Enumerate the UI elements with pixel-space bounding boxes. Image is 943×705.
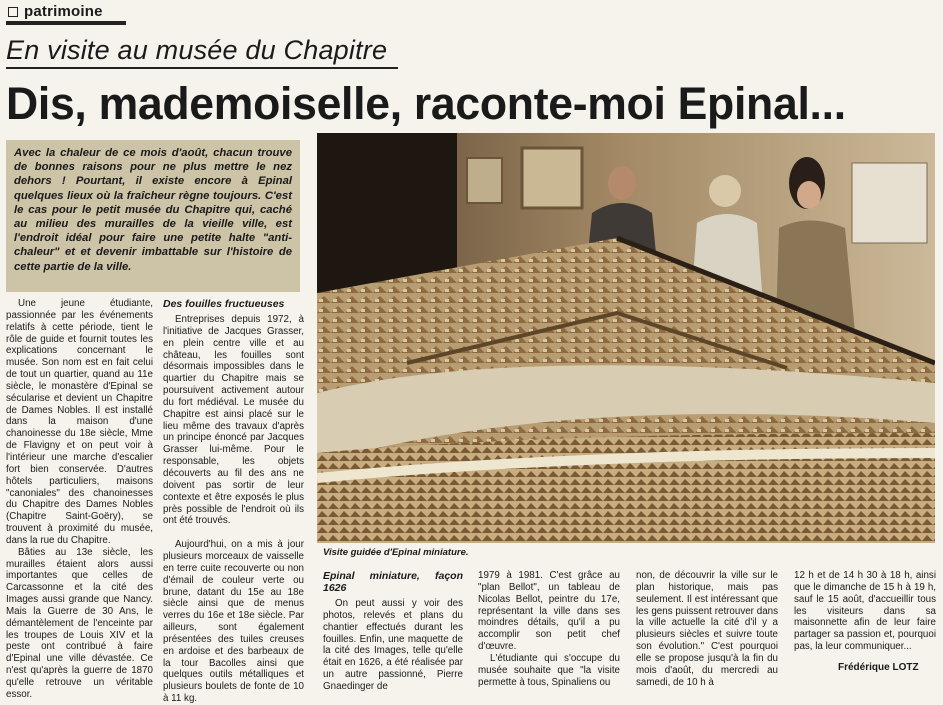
kicker-divider: [6, 67, 398, 69]
article-column-2: [163, 298, 304, 705]
subheading: Des fouilles fructueuses: [163, 298, 285, 310]
rubric-underline: [6, 21, 126, 25]
author-signature: Frédérique LOTZ: [838, 662, 919, 673]
paragraph: Une jeune étudiante, passionnée par les événements relatifs à cette période, tient le rôle de guide et fournit toutes les explications concernant le musée. Son nom est en fait celui de tout un quartier, quand au 11e siècle, le monastère d'Epinal se sécularise et devient un Chapitre de Dames Nobles. Il est installé dans la maison d'une chanoinesse du 18e siècle, Mme de Flavigny et on peut voir à l'intérieur une marche d'escalier fort bien conservée. D'autres hôtels particuliers, maisons "canoniales" des chanoinesses du Chapitre des Dames Nobles (Chapitre Saint-Goëry), se trouvent à proximité du musée, dans la rue du Chapitre.: [6, 298, 153, 546]
subheading: Epinal miniature, façon 1626: [323, 570, 463, 594]
article-photo: [317, 133, 935, 543]
paragraph: non, de découvrir la ville sur le plan historique, mais pas seulement. Il est intéressant que les gens puissent retrouver dans la ville actuelle la cité d'il y a plusieurs siècles et suivre toute son évolution." C'est pourquoi elle se propose jusqu'à la fin du mois d'août, du mercredi au samedi, de 10 h à: [636, 570, 778, 688]
museum-model-photo: [317, 133, 935, 543]
article-column-6: [794, 570, 936, 653]
article-column-1: [6, 298, 153, 701]
paragraph: Entreprises depuis 1972, à l'initiative de Jacques Grasser, en plein centre ville et au château, les fouilles sont désormais impossibles dans le quartier du Chapitre mais se poursuivent activement autour du fort médiéval. Le musée du Chapitre est ainsi placé sur le lieu même des travaux d'après un principe énoncé par Jacques Grasser lui-même. Pour le responsable, les objets découverts au fil des ans ne doivent pas sortir de leur contexte et être exposés le plus près possible de l'endroit où ils ont été trouvés.: [163, 314, 304, 527]
square-icon: [8, 7, 18, 17]
paragraph: 1979 à 1981. C'est grâce au "plan Bellot", un tableau de Nicolas Bellot, peintre du 17e, représentant la ville dans ses moindres détails, qu'il a pu accomplir son petit chef d'œuvre.: [478, 570, 620, 653]
lead-paragraph: Avec la chaleur de ce mois d'août, chacun trouve de bonnes raisons pour ne plus mettre le nez dehors ! Pourtant, il existe encore à Epinal quelques lieux où la fraîcheur règne toujours. C'est le cas pour le petit musée du Chapitre qui, caché au milieu des murailles de la vieille ville, est l'endroit idéal pour faire une petite halte "anti-chaleur" et et devenir imbattable sur l'histoire de cette partie de la ville.: [6, 140, 300, 292]
paragraph: Aujourd'hui, on a mis à jour plusieurs morceaux de vaisselle en terre cuite recouverte ou non d'émail de couleur verte ou brune, datant du 15e au 18e siècle ainsi que de menus verres du 16e et 18e siècle. Par ailleurs, sont également présentées des tuiles creuses en ardoise et des barbeaux de la tour Bacolles ainsi que quelques outils métalliques et plusieurs boulets de fonte de 10 à 11 kg.: [163, 539, 304, 705]
paragraph: L'étudiante qui s'occupe du musée souhaite que "la visite permette à tous, Spinaliens ou: [478, 652, 620, 688]
paragraph: Bâties au 13e siècle, les murailles étaient alors aussi importantes que celles de Carcassonne et la cité des Images aussi grande que Nancy. Mais la Guerre de 30 Ans, le démantèlement de l'enceinte par les troupes de Louis XIV et la peste ont contribué à faire d'Epinal une ville dévastée. Ce n'est qu'après la guerre de 1870 qu'elle retrouve un véritable essor.: [6, 546, 153, 700]
rubric-label: patrimoine: [24, 3, 103, 20]
article-column-5: [636, 570, 778, 688]
paragraph: 12 h et de 14 h 30 à 18 h, ainsi que le dimanche de 15 h à 19 h, sauf le 15 août, d'accueillir tous les visiteurs dans sa maisonnette afin de leur faire partager sa passion et, pourquoi pas, la leur communiquer...: [794, 570, 936, 653]
section-rubric: [6, 2, 126, 24]
kicker: En visite au musée du Chapitre: [6, 35, 388, 65]
headline: Dis, mademoiselle, raconte-moi Epinal...: [6, 78, 846, 129]
article-column-3: [323, 570, 463, 693]
article-column-4: [478, 570, 620, 688]
photo-caption: Visite guidée d'Epinal miniature.: [323, 547, 469, 558]
paragraph: On peut aussi y voir des photos, relevés et plans du chantier effectués durant les fouilles. Enfin, une maquette de la cité des Images, telle qu'elle était en 1626, a été réalisée par un autre passionné, Pierre Gnaedinger de: [323, 598, 463, 692]
